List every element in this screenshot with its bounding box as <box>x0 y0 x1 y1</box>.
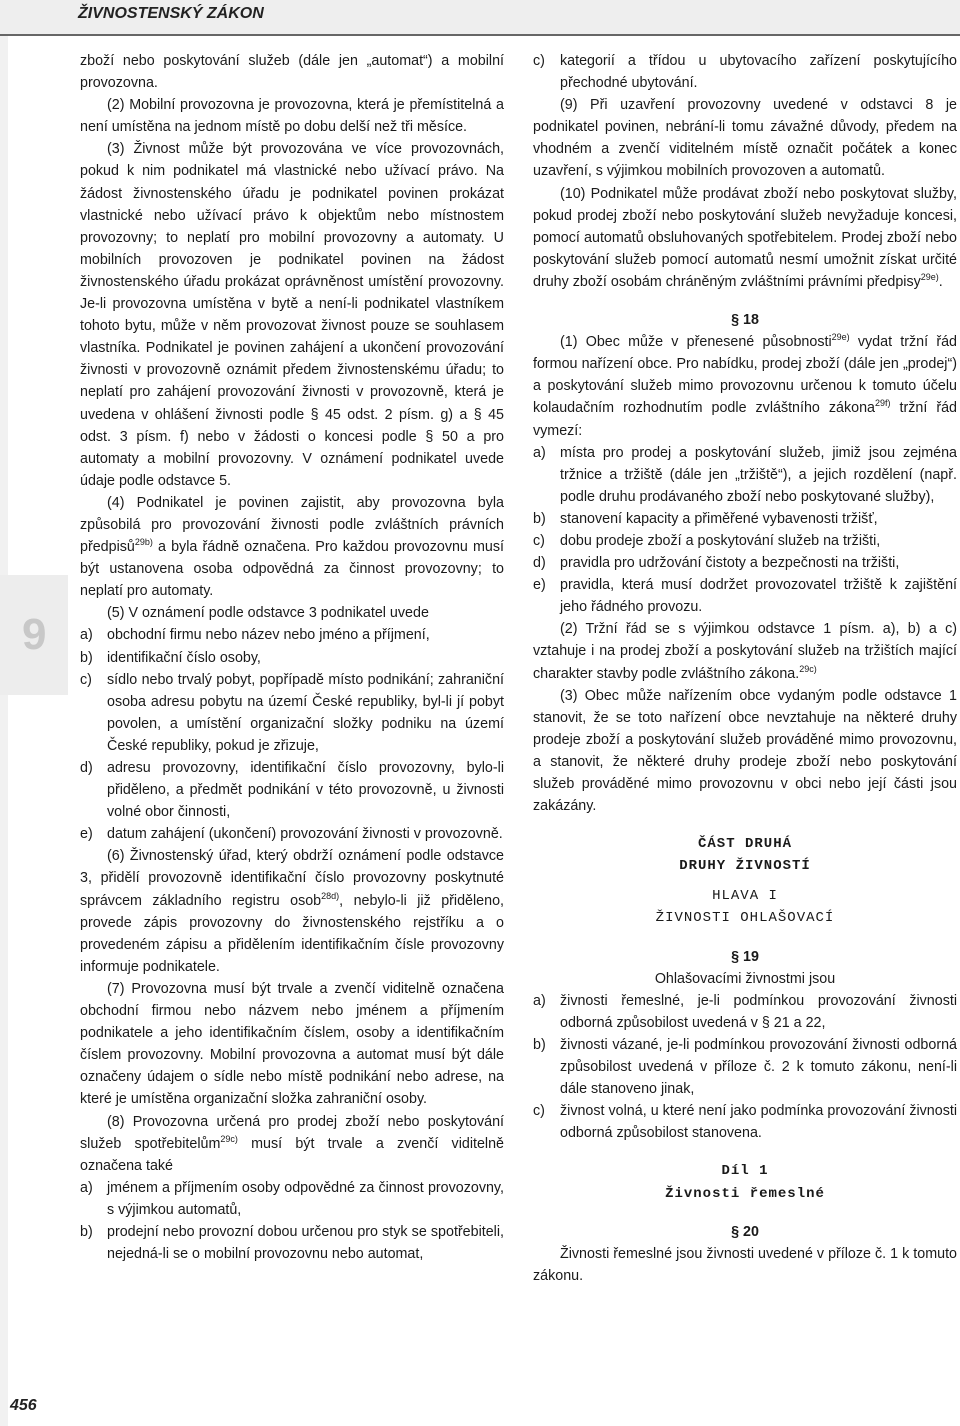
list-item-text: místa pro prodej a poskytování služeb, jimiž jsou zejména tržnice a tržiště (dále jen „tržiště“), a jejich rozdělení (např. podle druhu prodávaného zboží nebo poskytované služby), <box>560 444 957 505</box>
list-item-label: a) <box>80 627 93 644</box>
paragraph-8 <box>80 1111 504 1177</box>
list-item-text: adresu provozovny, identifikační číslo provozovny, bylo-li přiděleno, a předmět podnikání v této provozovně, u živnosti volné obor činnosti, <box>107 760 504 821</box>
section-20-text: Živnosti řemeslné jsou živnosti uvedené v příloze č. 1 k tomuto zákonu. <box>533 1245 957 1284</box>
list-item <box>80 647 504 669</box>
spacer <box>533 1144 957 1160</box>
section-18-paragraph-2 <box>533 618 957 684</box>
paragraph-6-text-a: (6) Živnostenský úřad, který obdrží oznámení podle odstavce 3, přidělí provozovně identifikační číslo provozovny poskytnuté správcem základního registru osob <box>80 848 504 909</box>
paragraph-2: (2) Mobilní provozovna je provozovna, která je přemístitelná a není umístěna na jednom místě po dobu delší než tři měsíce. <box>80 97 504 136</box>
left-column <box>80 50 504 1265</box>
list-item <box>533 50 957 94</box>
list-item <box>80 624 504 646</box>
section-heading-19: § 19 <box>731 948 759 965</box>
s18-p1-text-b: vydat tržní řád formou nařízení obce. Pro nabídku, prodej zboží (dále jen „prodej“) a poskytování služeb mimo provozovnu určenou k tomuto účelu kolaudačním rozhodnutím podle zvláštního zákona <box>533 334 957 417</box>
list-5 <box>80 624 504 845</box>
list-item <box>533 1100 957 1144</box>
section-18-paragraph-3: (3) Obec může nařízením obce vydaným podle odstavce 1 stanovit, že se toto nařízení obce nevztahuje na některé druhy prodeje zboží a poskytování služeb prováděné mimo provozovnu, a stanovit, že některé druhy prodeje zboží nebo poskytování služeb prováděné mimo provozovnu v obci nebo její části jsou zakázány. <box>533 687 957 815</box>
division-title: Díl 1 <box>721 1163 769 1180</box>
list-item-label: a) <box>80 1179 93 1196</box>
list-item-text: živnosti řemeslné, je-li podmínkou provozování živnosti odborná způsobilost uvedená v § 21 a 22, <box>560 992 957 1031</box>
paragraph-6 <box>80 845 504 978</box>
header-rule <box>0 34 960 36</box>
list-item-text: pravidla pro udržování čistoty a bezpečnosti na tržišti, <box>560 555 900 572</box>
right-column <box>533 50 957 1287</box>
footnote-ref: 29c) <box>799 663 817 674</box>
part-subtitle: DRUHY ŽIVNOSTÍ <box>679 858 811 875</box>
list-item-label: c) <box>533 532 545 549</box>
running-header <box>0 0 960 34</box>
list-item-label: b) <box>533 1036 546 1053</box>
list-item <box>80 757 504 823</box>
list-item-label: c) <box>533 53 545 69</box>
s18-p1-text-a: (1) Obec může v přenesené působnosti <box>560 334 832 351</box>
list-item <box>533 574 957 618</box>
list-item-text: stanovení kapacity a přiměřené vybavenosti tržišť, <box>560 510 878 527</box>
spacer <box>533 877 957 885</box>
division-subtitle: Živnosti řemeslné <box>665 1185 825 1202</box>
chapter-tab-number: 9 <box>22 610 47 659</box>
footnote-ref: 29c) <box>220 1133 238 1144</box>
section-18-paragraph-1 <box>533 331 957 441</box>
paragraph-4 <box>80 492 504 602</box>
list-item-label: c) <box>533 1103 545 1120</box>
paragraph-8-text-a: (8) Provozovna určená pro prodej zboží nebo poskytování služeb spotřebitelům <box>80 1113 504 1152</box>
list-item <box>80 1221 504 1265</box>
s18-p2-text: (2) Tržní řád se s výjimkou odstavce 1 písm. a), b) a c) vztahuje i na prodej zboží a poskytování služeb na tržištích mající charakter stavby podle zvláštního zákona. <box>533 621 957 682</box>
list-item-label: d) <box>80 760 93 776</box>
spacer <box>533 817 957 833</box>
paragraph-5: (5) V oznámení podle odstavce 3 podnikatel uvede <box>107 605 429 622</box>
list-8 <box>80 1177 504 1265</box>
list-item <box>533 990 957 1034</box>
list-item-text: datum zahájení (ukončení) provozování živnosti v provozovně. <box>107 826 503 843</box>
chapter-subtitle: ŽIVNOSTI OHLAŠOVACÍ <box>655 910 835 927</box>
footnote-ref: 28d) <box>321 890 340 901</box>
paragraph-10 <box>533 183 957 293</box>
list-item <box>80 1177 504 1221</box>
paragraph-9: (9) Při uzavření provozovny uvedené v odstavci 8 je podnikatel povinen, nebrání-li tomu závažné důvody, předem na vhodném a zvenčí viditelném místě označit počátek a konec uzavření, s výjimkou mobilních provozoven a automatů. <box>533 97 957 180</box>
part-title: ČÁST DRUHÁ <box>697 836 792 853</box>
list-item-label: e) <box>533 577 546 594</box>
list-item-text: živnosti vázané, je-li podmínkou provozování živnosti odborná způsobilost uvedená v příloze č. 2 k tomuto zákonu, není-li dále stanoveno jinak, <box>560 1036 957 1098</box>
list-item-text: sídlo nebo trvalý pobyt, popřípadě místo podnikání; zahraniční osoba adresu pobytu na území České republiky, byl-li jí pobyt povolen, a umístění organizační složky podniku na území České republiky, pokud je zřizuje, <box>107 671 504 754</box>
page-number: 456 <box>10 1397 37 1414</box>
list-item-text: jménem a příjmením osoby odpovědné za činnost provozovny, s výjimkou automatů, <box>107 1179 504 1218</box>
running-header-title: ŽIVNOSTENSKÝ ZÁKON <box>78 5 264 22</box>
section-heading-20: § 20 <box>731 1223 759 1240</box>
list-item-text: dobu prodeje zboží a poskytování služeb na tržišti, <box>560 532 881 549</box>
paragraph-6-text-b: , nebylo-li již přiděleno, provede zápis provozovny do živnostenského rejstříku a o provedeném zápisu a přidělením identifikačním čísle provozovny informuje podnikatele. <box>80 892 504 975</box>
list-item <box>533 552 957 574</box>
paragraph-7: (7) Provozovna musí být trvale a zvenčí viditelně označena obchodní firmou nebo názvem nebo jménem a příjmením podnikatele a jeho identifikačním číslem, osoby a identifikačním číslem provozovny. Mobilní provozovna a automat musí být dále označeny údajem o sídle nebo místě podnikání nebo adrese, na které je umístěna organizační složka zahraniční osoby. <box>80 980 504 1108</box>
section-19-intro: Ohlašovacími živnostmi jsou <box>654 970 836 987</box>
list-item <box>80 823 504 845</box>
s18-p1-text-c: tržní řád vymezí: <box>533 400 957 439</box>
list-item-label: a) <box>533 444 546 461</box>
list-item-label: e) <box>80 826 93 843</box>
section-heading-18: § 18 <box>731 312 759 329</box>
margin-strip <box>0 36 8 1426</box>
list-item-label: b) <box>80 1223 93 1240</box>
paragraph-10-text-b: . <box>938 273 943 290</box>
footnote-ref: 29e) <box>831 332 850 343</box>
list-item-text: kategorií a třídou u ubytovacího zařízení poskytujícího přechodné ubytování. <box>560 53 957 92</box>
list-item <box>80 669 504 757</box>
paragraph-3: (3) Živnost může být provozována ve více provozovnách, pokud k nim podnikatel má vlastnické nebo užívací právo. Na žádost živnostenského úřadu je podnikatel povinen prokázat vlastnické nebo užívací právo k objektům nebo místnostem provozovny; to neplatí pro mobilní provozovny a automaty. U mobilních provozoven je podnikatel povinen na žádost živnostenského úřadu prokázat oprávněnost umístění provozovny. Je-li provozovna umístěna v bytě a není-li podnikatel vlastníkem tohoto bytu, může v něm provozovat živnost pouze se souhlasem vlastníka. Podnikatel je povinen zahájení a ukončení provozování živnosti v provozovně oznámit předem živnostenskému úřadu; to neplatí pro zahájení provozování živnosti v provozovně, která je uvedena v ohlášení živnosti podle § 45 odst. 2 písm. g) a § 45 odst. 3 písm. f) nebo v žádosti o koncesi podle § 50 a pro automaty a mobilní provozovny. V oznámení podnikatel uvede údaje podle odstavce 5. <box>80 141 504 489</box>
paragraph-10-text-a: (10) Podnikatel může prodávat zboží nebo poskytovat služby, pokud prodej zboží nebo poskytování služeb nevyžaduje koncesi, pomocí automatů obsluhovaných spotřebitelem. Prodej zboží nebo poskytování služeb pomocí automatů nesmí umožnit získat určité druhy zboží osobám chráněným zvláštními právními předpisy <box>533 185 957 290</box>
paragraph-4-text-b: a byla řádně označena. Pro každou provozovnu musí být ustanovena osoba odpovědná za činnost provozovny; to neplatí pro automaty. <box>80 539 504 600</box>
list-item-text: identifikační číslo osoby, <box>107 649 261 666</box>
list-item-text: pravidla, která musí dodržet provozovatel tržiště k zajištění jeho řádného provozu. <box>560 577 957 616</box>
footnote-ref: 29e) <box>920 272 939 283</box>
list-18 <box>533 442 957 619</box>
paragraph: zboží nebo poskytování služeb (dále jen „automat“) a mobilní provozovna. <box>80 53 504 92</box>
list-item <box>533 508 957 530</box>
list-item <box>533 530 957 552</box>
list-item-text: prodejní nebo provozní dobou určenou pro styk se spotřebiteli, nejedná-li se o mobilní provozovnu nebo automat, <box>107 1223 504 1263</box>
chapter-title: HLAVA I <box>712 888 778 905</box>
list-item <box>533 442 957 508</box>
list-item-label: d) <box>533 555 546 572</box>
list-item <box>533 1034 957 1100</box>
list-item-label: a) <box>533 992 546 1009</box>
list-item-label: b) <box>80 649 93 666</box>
list-item-text: obchodní firmu nebo název nebo jméno a příjmení, <box>107 627 430 644</box>
paragraph-4-text-a: (4) Podnikatel je povinen zajistit, aby provozovna byla způsobilá pro provozování živnosti podle zvláštních právních předpisů <box>80 494 504 556</box>
list-19 <box>533 990 957 1145</box>
footnote-ref: 29b) <box>134 537 153 548</box>
list-item-label: c) <box>80 671 92 688</box>
list-item-label: b) <box>533 510 546 527</box>
paragraph-8-text-b: musí být trvale a zvenčí viditelně označena také <box>80 1135 505 1174</box>
list-item-text: živnost volná, u které není jako podmínka provozování živnosti odborná způsobilost stanovena. <box>560 1103 957 1142</box>
footnote-ref: 29f) <box>875 398 891 409</box>
